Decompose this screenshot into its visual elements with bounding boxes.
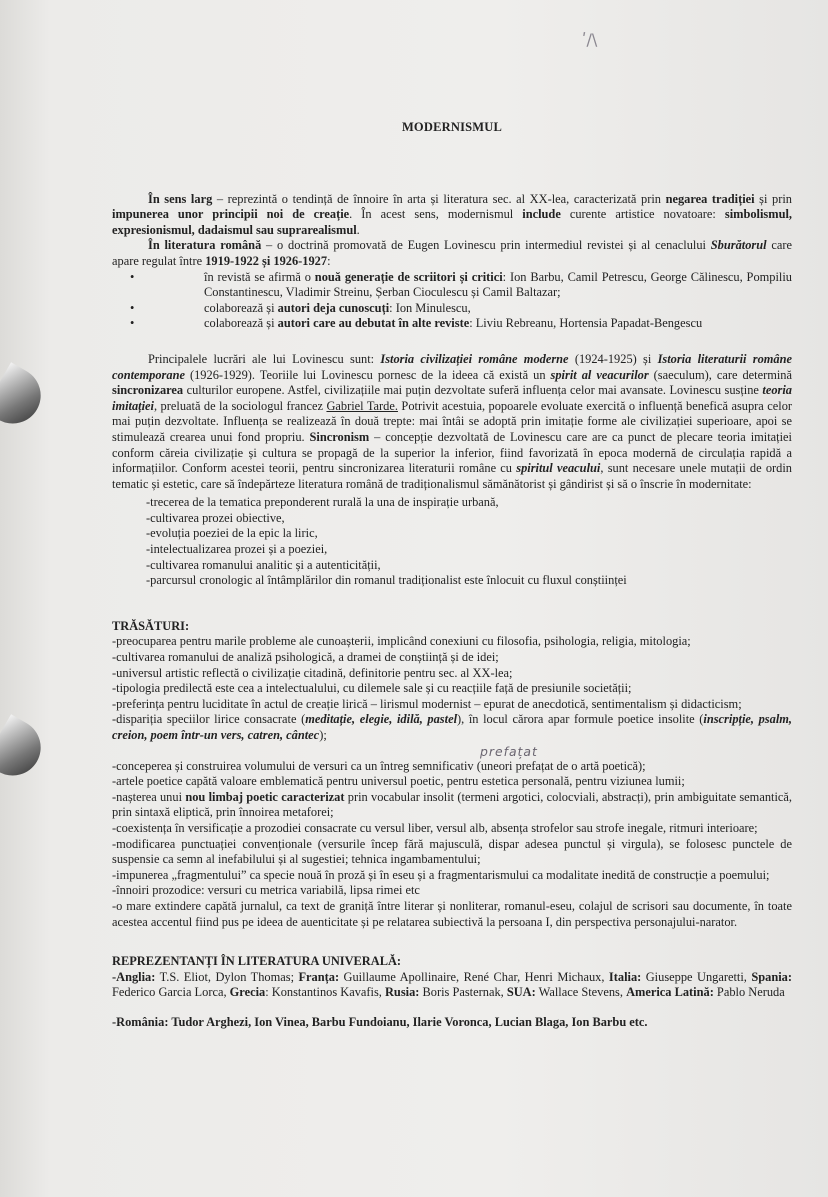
text-run: );	[319, 728, 327, 742]
text-run: În literatura română	[148, 238, 262, 253]
handwritten-mark: ʹ/\	[582, 30, 598, 49]
mutation-item: -trecerea de la tematica preponderent rurală la una de inspirație urbană,	[146, 495, 499, 510]
text-segment: inscripție, psalm, creion, poem într-un vers, catren, cântec	[112, 712, 793, 742]
trait-item	[112, 790, 792, 821]
text-run: : Ion Minulescu,	[389, 300, 471, 315]
text-run: Boris Pasternak,	[419, 985, 507, 1000]
text-run: autori care au debutat în alte reviste	[277, 316, 470, 331]
intro-section	[112, 192, 792, 270]
trait-item	[112, 681, 792, 697]
text-run: Guillaume Apollinaire, René Char, Henri Michaux,	[339, 969, 609, 984]
bullet-item	[112, 270, 792, 301]
text-run: simbolismul, expresionismul, dadaismul sau suprarealismul	[112, 207, 793, 237]
text-run: Wallace Stevens,	[535, 985, 627, 1000]
text-run: -înnoiri prozodice: versuri cu metrica variabilă, lipsa rimei etc	[112, 883, 420, 898]
text-run: Italia:	[608, 969, 642, 984]
mutation-item: -cultivarea prozei obiective,	[146, 510, 285, 525]
text-segment: meditație, elegie, idilă, pastel	[305, 712, 458, 727]
trait-item	[112, 883, 792, 899]
text-run: Principalele lucrări ale lui Lovinescu sunt:	[148, 351, 381, 366]
trait-item	[112, 868, 792, 884]
text-run: impunerea unor principii noi de creație	[112, 207, 350, 222]
intro-paragraph	[112, 238, 792, 269]
page-title: MODERNISMUL	[401, 120, 503, 134]
mutation-item: -cultivarea romanului analitic și a autenticității,	[146, 557, 381, 572]
trait-item	[112, 634, 792, 650]
text-run: care apare regulat între	[112, 238, 792, 268]
text-run: -Anglia:	[112, 969, 156, 984]
text-run: -cultivarea romanului de analiză psihologică, a dramei de conștiință și de idei;	[112, 650, 499, 665]
text-run: nouă generație de scriitori și critici	[314, 269, 503, 284]
mutation-item: -evoluția poeziei de la epic la liric,	[146, 526, 318, 541]
representatives-item	[112, 1015, 792, 1031]
text-run: , preluată de la sociologul francez	[154, 398, 327, 413]
text-run: În sens larg	[148, 191, 213, 206]
text-run: și prin	[754, 191, 792, 206]
trait-item	[112, 697, 792, 713]
trait-item	[112, 899, 792, 930]
text-segment: Istoria literaturii române contemporane	[112, 351, 792, 382]
trait-item	[112, 837, 792, 868]
text-run: Giuseppe Ungaretti,	[641, 969, 752, 984]
text-run: -conceperea și construirea volumului de versuri ca un întreg semnificativ (uneori prefațat de o artă poetică);	[112, 758, 646, 773]
bullet-list	[112, 270, 792, 332]
text-run	[305, 712, 457, 726]
text-run: culturilor europene. Astfel, civilizațiile mai puțin dezvoltate suferă influența celor mai avansate. Lovinescu susține	[183, 383, 763, 398]
text-run: -universul artistic reflectă o civilizație citadină, definitorie pentru sec. al XX-lea;	[112, 665, 513, 680]
text-run: Sincronism	[309, 429, 370, 444]
trait-item	[112, 666, 792, 682]
trait-item	[112, 774, 792, 790]
text-run: Pablo Neruda	[713, 985, 785, 1000]
text-run: curente artistice novatoare:	[560, 207, 725, 222]
text-run: -România: Tudor Arghezi, Ion Vinea, Barbu Fundoianu, Ilarie Voronca, Lucian Blaga, Ion Barbu etc.	[112, 1014, 648, 1029]
text-run: autori deja cunoscuți	[277, 300, 390, 315]
text-run: în revistă se afirmă o	[204, 269, 315, 284]
text-run: Franța:	[298, 969, 340, 984]
representatives-list	[112, 970, 792, 1031]
text-run: Gabriel Tarde.	[326, 398, 398, 413]
text-run	[516, 461, 600, 475]
text-segment: spirit al veacurilor	[550, 367, 649, 382]
text-run: – o doctrină promovată de Eugen Lovinescu prin intermediul revistei și al cenaclului	[261, 238, 711, 253]
text-run: -preocuparea pentru marile probleme ale cunoașterii, implicând conexiuni cu filosofia, psihologia, religia, mitologia;	[112, 634, 691, 649]
text-run: include	[522, 207, 561, 222]
mutations-list	[112, 495, 792, 589]
text-run: -tipologia predilectă este cea a intelectualului, cu dilemele sale și cu reacțiile față de presiunile societății;	[112, 681, 632, 696]
text-run: -coexistența în versificație a prozodiei consacrate cu versul liber, versul alb, absența strofelor sau strofe inegale, ritmuri interioare;	[112, 820, 758, 835]
text-run: nou limbaj poetic caracterizat	[185, 789, 345, 804]
mutation-item: -parcursul cronologic al întâmplărilor din romanul tradiționalist este înlocuit cu fluxul conștiinței	[146, 573, 627, 588]
text-run: America Latină:	[626, 985, 714, 1000]
text-run: negarea tradiției	[665, 191, 755, 206]
text-run: – concepție dezvoltată de Lovinescu care are ca punct de plecare teoria imitației conform căreia civilizație și cultura se propagă de la superior la inferior, fiind favorizată în epoca modernă de circulația rapidă a informațiilor. Conform acestei teorii, pentru sincronizarea literaturii române cu	[112, 429, 792, 476]
text-run: -dispariția speciilor lirice consacrate (	[112, 712, 306, 727]
text-run: SUA:	[506, 985, 536, 1000]
text-run: (saeculum), care determină	[648, 367, 792, 382]
text-segment: spiritul veacului	[516, 461, 601, 476]
representatives-item	[112, 970, 792, 1001]
representatives-heading: REPREZENTANȚI ÎN LITERATURA UNIVERALĂ:	[112, 954, 402, 969]
text-run: colaborează și	[204, 316, 278, 331]
text-run: Spania:	[751, 969, 792, 984]
text-run: Federico Garcia Lorca,	[112, 985, 230, 1000]
text-run: -artele poetice capătă valoare emblematică pentru universul poetic, pentru estetica personală, pentru viziunea lumii;	[112, 774, 685, 789]
text-run: -impunerea „fragmentului” ca specie nouă în proză și în eseu și a fragmentarismului ca modalitate inedită de construcție a poemului;	[112, 867, 770, 882]
traits-heading: TRĂSĂTURI:	[112, 618, 190, 633]
text-run: sincronizarea	[112, 383, 184, 398]
traits-list	[112, 634, 792, 930]
text-run: ), în locul cărora apar formule poetice insolite (	[457, 712, 704, 727]
text-segment: Istoria civilizației române moderne	[380, 351, 569, 366]
text-run: -modificarea punctuației convenționale (versurile încep fără majusculă, dispar adesea punctul și virgula), se folosesc punctele de suspensie ca semn al inefabilului și al sugestiei; tehnica ingambamentului;	[112, 836, 792, 867]
text-run: . În acest sens, modernismul	[349, 207, 523, 222]
lovinescu-paragraph	[112, 352, 792, 492]
bullet-item	[112, 316, 792, 332]
handwritten-note: prefațat	[480, 743, 538, 759]
trait-item	[112, 712, 792, 743]
lovinescu-section	[112, 352, 792, 492]
trait-item	[112, 821, 792, 837]
text-segment: teoria imitației	[112, 383, 792, 413]
bullet-item	[112, 301, 792, 317]
mutation-item: -intelectualizarea prozei și a poeziei,	[146, 542, 328, 557]
text-run: – reprezintă o tendință de înnoire în arta și literatura sec. al XX-lea, caracterizată prin	[212, 191, 666, 206]
trait-item	[112, 650, 792, 666]
text-run: -preferința pentru luciditate în actul de creație lirică – lirismul modernist – epurat de anecdotică, sentimentalism și didacticism;	[112, 696, 742, 711]
text-run: Grecia	[229, 985, 266, 1000]
text-run: (1926-1929). Teoriile lui Lovinescu pornesc de la ideea că există un	[184, 367, 551, 382]
intro-paragraph	[112, 192, 792, 239]
text-run: colaborează și	[204, 300, 278, 315]
text-segment: Sburătorul	[710, 238, 767, 253]
document-body	[112, 120, 792, 1031]
text-run: : Konstantinos Kavafis,	[265, 985, 385, 1000]
text-run: -nașterea unui	[112, 789, 186, 804]
text-run: : Ion Barbu, Camil Petrescu, George Călinescu, Pompiliu Constantinescu, Vladimir Streinu, Șerban Cioculescu și Camil Baltazar;	[204, 269, 792, 300]
text-run: prin vocabular insolit (termeni argotici, colocviali, abstracți), prin ambiguitate semantică, prin sintaxă eliptică, prin înnoirea metaforei;	[112, 789, 792, 820]
text-run: (1924-1925) și	[568, 351, 658, 366]
text-run: .	[356, 222, 360, 237]
text-run: T.S. Eliot, Dylon Thomas;	[155, 969, 299, 984]
text-run: Potrivit acestuia, popoarele evoluate exercită o influență benefică asupra celor mai puțin dezvoltate. Influența se realizează în două trepte: mai întâi se adoptă prin imitație forme ale civilizației superioare, apoi se stimulează crearea unui fond propriu.	[112, 398, 793, 444]
text-run: , sunt necesare unele mutații de ordin tematic și estetic, care să îndepărteze literatura română de tradiționalismul sămănătorist și gândirist și să o înscrie în modernitate:	[112, 461, 792, 491]
text-run: 1919-1922 și 1926-1927	[205, 253, 328, 268]
text-run: : Liviu Rebreanu, Hortensia Papadat-Bengescu	[469, 316, 703, 331]
text-run: -o mare extindere capătă jurnalul, ca text de graniță între literar și nonliterar, romanul-eseu, colajul de scrisori sau documente, în toate acestea accentul fiind pus pe ideea de auenticitate și pe relatarea subiectivă la persoana I, din perspectiva personajului-narator.	[112, 898, 792, 929]
text-run: Rusia:	[384, 985, 420, 1000]
text-run	[551, 368, 649, 382]
trait-item	[112, 759, 792, 775]
text-run: :	[327, 253, 331, 268]
text-run	[380, 352, 568, 366]
text-run	[711, 238, 767, 252]
